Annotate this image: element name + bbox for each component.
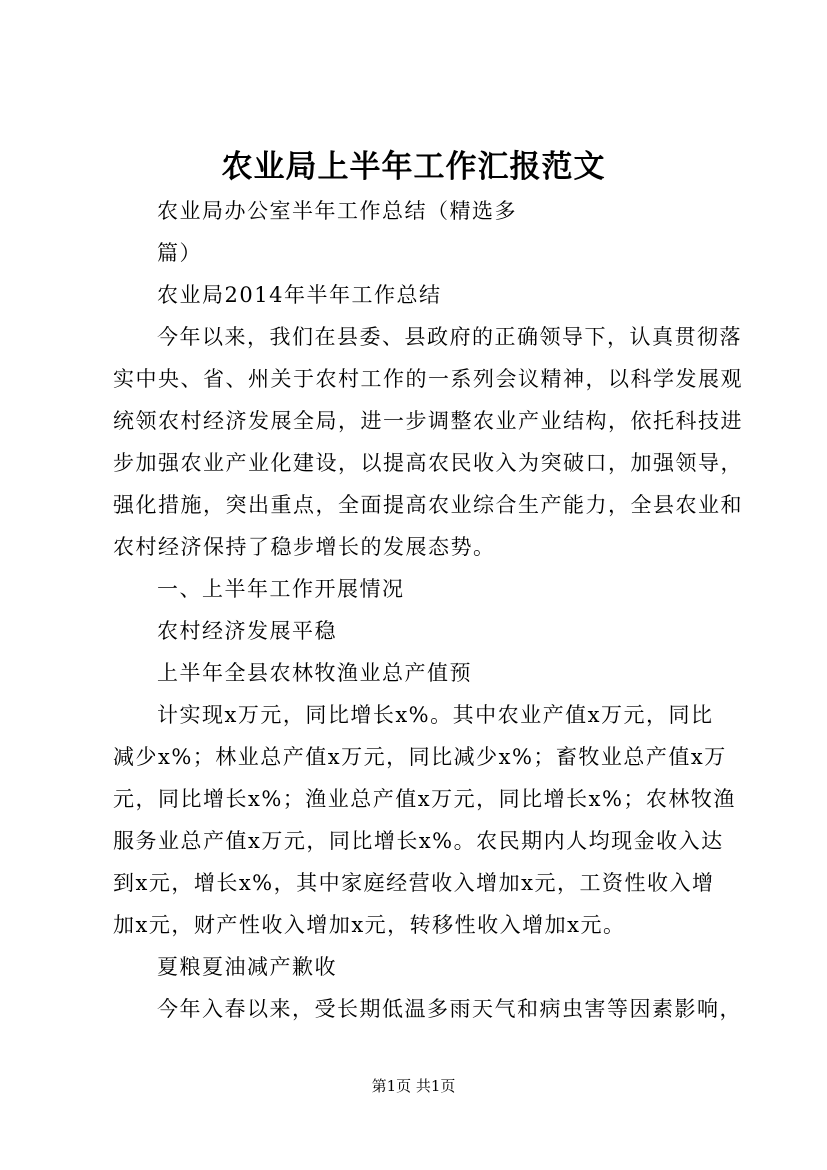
paragraph-line: 元，同比增长x%；渔业总产值x万元，同比增长x%；农林牧渔: [113, 787, 736, 811]
section-heading: 一、上半年工作开展情况: [157, 577, 405, 601]
paragraph-line: 统领农村经济发展全局，进一步调整农业产业结构，依托科技进: [113, 409, 743, 433]
paragraph-line: 计实现x万元，同比增长x%。其中农业产值x万元，同比: [157, 703, 714, 727]
page-number-footer: 第1页 共1页: [371, 1077, 456, 1095]
section-heading: 农业局2014年半年工作总结: [157, 283, 442, 307]
paragraph-line: 强化措施，突出重点，全面提高农业综合生产能力，全县农业和: [113, 493, 743, 517]
paragraph-line: 上半年全县农林牧渔业总产值预: [157, 661, 472, 685]
document-title: 农业局上半年工作汇报范文: [221, 149, 606, 185]
paragraph-line: 今年以来，我们在县委、县政府的正确领导下，认真贯彻落: [157, 325, 742, 349]
paragraph-line: 加x元，财产性收入增加x元，转移性收入增加x元。: [113, 913, 626, 937]
subtitle-line-1: 农业局办公室半年工作总结（精选多: [157, 199, 517, 223]
paragraph-line: 今年入春以来，受长期低温多雨天气和病虫害等因素影响，: [157, 997, 742, 1021]
paragraph-line: 到x元，增长x%，其中家庭经营收入增加x元，工资性收入增: [113, 871, 715, 895]
subsection-heading: 夏粮夏油减产歉收: [157, 955, 337, 979]
paragraph-line: 服务业总产值x万元，同比增长x%。农民期内人均现金收入达: [113, 829, 724, 853]
paragraph-line: 农村经济保持了稳步增长的发展态势。: [113, 535, 496, 559]
paragraph-line: 步加强农业产业化建设，以提高农民收入为突破口，加强领导，: [113, 451, 743, 475]
subtitle-line-2: 篇）: [157, 241, 202, 265]
paragraph-line: 实中央、省、州关于农村工作的一系列会议精神，以科学发展观: [113, 367, 743, 391]
subsection-heading: 农村经济发展平稳: [157, 619, 337, 643]
paragraph-line: 减少x%；林业总产值x万元，同比减少x%；畜牧业总产值x万: [113, 745, 727, 769]
